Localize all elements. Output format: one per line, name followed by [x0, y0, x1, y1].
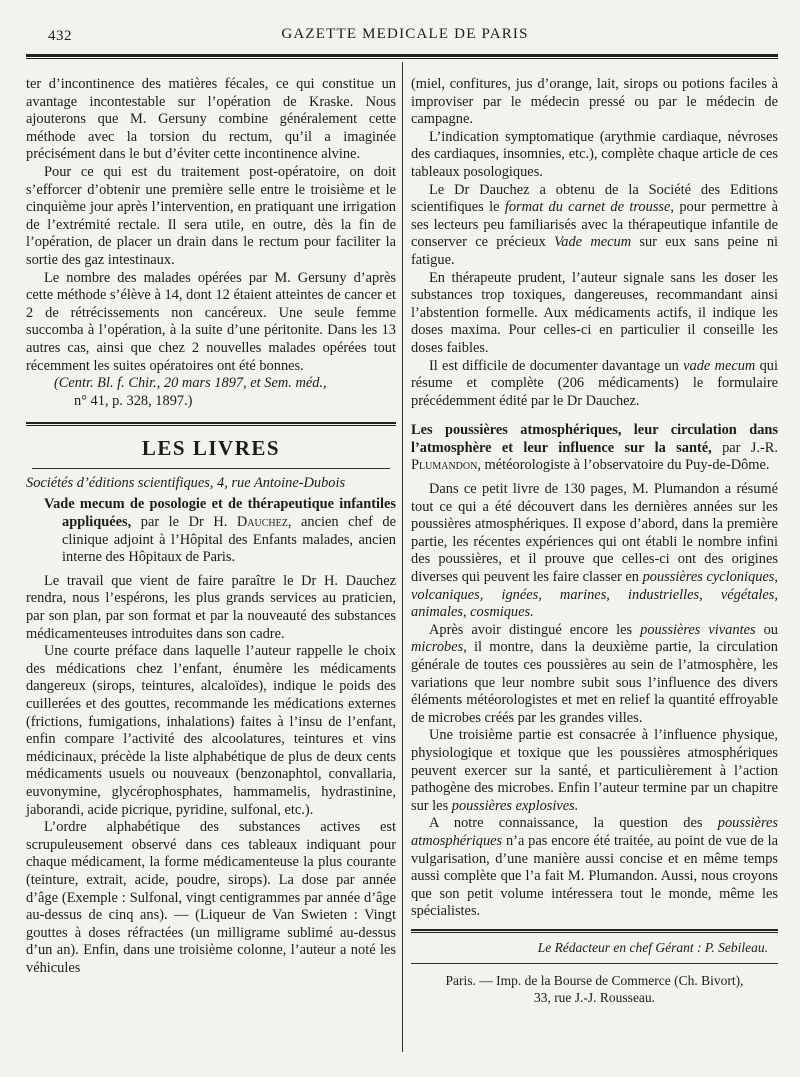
publisher-line: Sociétés d’éditions scientifiques, 4, rue Antoine-Dubois	[26, 474, 346, 491]
text-run: A notre connaissance, la question des	[429, 815, 718, 832]
paragraph	[411, 727, 778, 815]
book-author-prefix: par J.-R.	[711, 439, 778, 456]
paragraph	[411, 815, 778, 921]
text-run: Il est difficile de documenter davantage un	[429, 357, 684, 374]
citation: n° 41, p. 328, 1897.)	[74, 392, 193, 409]
book-author: Dauchez	[236, 514, 288, 531]
paragraph: ter d’incontinence des matières fécales, ce qui constitue un avantage incontestable sur l’opération de Kraske. Nous ajouterons que M. Gersuny combine généralement cette méthode avec la torsion du rectum, qu’il a imaginée précisément dans le but d’éviter cette incontinence alvine.	[26, 76, 396, 163]
header-rule	[26, 54, 778, 59]
footer-rule	[411, 929, 778, 933]
editor-signature: Le Rédacteur en chef Gérant : P. Sebileau.	[537, 939, 768, 955]
paragraph: (miel, confitures, jus d’orange, lait, sirops ou potions faciles à improviser par le médecin pressé ou par le médecin de campagne.	[411, 76, 778, 128]
text-run: qui résume et complète (206 médicaments) le formulaire précédemment édité par le Dr Dauchez.	[411, 357, 778, 409]
page-header	[40, 22, 770, 48]
paragraph	[411, 358, 778, 411]
paragraph: Le travail que vient de faire paraître le Dr H. Dauchez rendra, nous l’espérons, les plus grands services au praticien, par son plan, par son format et par la nouveauté des substances médicamenteuses introduites dans son cadre.	[26, 572, 396, 642]
right-column	[411, 76, 778, 1006]
book-entry	[44, 496, 396, 566]
imprint-line: Paris. — Imp. de la Bourse de Commerce (Ch. Bivort),	[445, 972, 744, 988]
book-title: Les poussières atmosphériques, leur circulation dans l’atmosphère et leur influence sur la santé,	[411, 422, 778, 456]
emphasis: format du carnet de trousse	[504, 199, 671, 216]
paragraph	[411, 622, 778, 728]
paragraph: En thérapeute prudent, l’auteur signale sans les doser les substances trop toxiques, dangereuses, recommandant ainsi l’abstention formelle. Aux médicaments actifs, il indique les doses maxima. Pour celles-ci en particulier il conseille les doses faibles.	[411, 269, 778, 356]
page-number: 432	[48, 28, 72, 44]
emphasis: microbes	[411, 639, 464, 656]
paragraph: L’ordre alphabétique des substances actives est scrupuleusement observé dans ces tableaux indiquant pour chaque médicament, la forme médicamenteuse la plus courante (teinture, extrait, acide, poudre, sirops). La dose par année d’âge (Exemple : Sulfonal, vingt centigrammes par année d’âge au-dessus de cinq ans). — (Liqueur de Van Swieten : Vingt gouttes à doses réfractées (un milligrame sublimé au-dessus d’un an). Enfin, dans une troisième colonne, l’auteur a noté les véhicules	[26, 819, 396, 976]
book-author-info: , météorologiste à l’observatoire du Puy-de-Dôme.	[477, 457, 770, 474]
paragraph: Une courte préface dans laquelle l’auteur rappelle le choix des médications chez l’enfant, énumère les médicaments dangereux (sirops, teintures, alcaloïdes), indique le poids des cuillerées et des gouttes, recommande les médications externes (frictions, fumigations, inhalations) faites à l’insu de l’enfant, enfin compare l’activité des alcoolatures, teintures et vins médicinaux, précède la liste alphabétique de plus de deux cents médicaments usuels ou nouveaux (benzonaphtol, convallaria, euvonymine, glycérophosphates, hammamelis, hydrastinine, jaborandi, acide picrique, pyridine, sulfonal, etc.).	[26, 643, 396, 818]
text-run: Dans ce petit livre de 130 pages, M. Plumandon a résumé tout ce qui a été découvert dans les dernières années sur les poussières atmosphériques. Il expose d’abord, dans la première partie, les récentes expériences qui ont établi le nombre infini des poussières, et il prouve que celles-ci ont des origines diverses qui peuvent les faire classer en	[411, 481, 778, 586]
text-run: , il montre, dans la deuxième partie, la circulation générale de toutes ces poussières au sein de l’atmosphère, les variations que leur nombre subit sous l’influence des divers éléments météorologistes et met en relief la quantité effroyable de microbes créés par les grandes villes.	[411, 639, 778, 726]
emphasis: poussières cycloniques, volcaniques, ignées, marines, industrielles, végétales, animales, cosmiques.	[411, 569, 778, 621]
paragraph	[411, 182, 778, 270]
emphasis: poussières explosives.	[451, 797, 579, 814]
imprint-line: 33, rue J.-J. Rousseau.	[533, 989, 656, 1005]
journal-title: GAZETTE MEDICALE DE PARIS	[281, 26, 529, 42]
column-divider	[402, 62, 403, 1052]
text-run: n’a pas encore été traitée, au point de vue de la vulgarisation, d’une manière aussi concise et en même temps aussi complète que l’a fait M. Plumandon. Aussi, nous croyons que son petit volume intéressera tout le monde, même les spécialistes.	[411, 832, 778, 920]
section-rule	[32, 468, 390, 469]
paragraph: Pour ce qui est du traitement post-opératoire, on doit s’efforcer d’obtenir une première selle entre le troisième et le cinquième jour après l’intervention, en pratiquant une irrigation de l’extrémité rectale. Il sera utile, en outre, dès la fin de l’opération, de placer un drain dans le rectum pour faciliter la sortie des gaz intestinaux.	[26, 163, 396, 268]
emphasis: vade mecum	[683, 357, 756, 374]
text-run: , pour permettre à ses lecteurs peu familiarisés avec la thérapeutique infantile de conserver ce précieux	[411, 199, 778, 251]
footer-rule	[411, 963, 778, 964]
text-run: Une troisième partie est consacrée à l’influence physique, physiologique et toxique que les poussières atmosphériques peuvent exercer sur la santé, et particulièrement à l’action pathogène des microbes. Enfin l’auteur termine par un chapitre sur les	[411, 727, 778, 814]
section-rule	[26, 422, 396, 426]
text-run: Après avoir distingué encore les	[429, 621, 641, 638]
text-run: sur eux sans peine ni fatigue.	[411, 234, 779, 268]
book-author: Plumandon	[411, 457, 478, 474]
book-entry	[411, 422, 778, 475]
emphasis: Vade mecum	[554, 234, 632, 251]
book-author-prefix: par le Dr H.	[140, 514, 237, 531]
section-heading: LES LIVRES	[141, 436, 281, 461]
paragraph: L’indication symptomatique (arythmie cardiaque, névroses des cardiaques, insomnies, etc.), complète chaque article de ces tableaux posologiques.	[411, 128, 778, 180]
emphasis: poussières vivantes	[640, 621, 756, 638]
paragraph	[411, 481, 778, 622]
citation: (Centr. Bl. f. Chir., 20 mars 1897, et Sem. méd.,	[54, 375, 327, 392]
emphasis: poussières atmosphériques	[411, 815, 778, 849]
book-title: Vade mecum de posologie et de thérapeutique infantiles appliquées,	[44, 496, 396, 531]
left-column	[26, 76, 396, 978]
book-author-info: , ancien chef de clinique adjoint à l’Hôpital des Enfants malades, ancien interne des Hôpitaux de Paris.	[62, 514, 396, 566]
text-run: Le Dr Dauchez a obtenu de la Société des Editions scientifiques le	[411, 181, 778, 216]
paragraph: Le nombre des malades opérées par M. Gersuny d’après cette méthode s’élève à 14, dont 12 étaient atteintes de cancer et 2 de rétrécissements non cancéreux. Une seule femme succomba à l’opération, à la suite d’une péritonite. Dans les 13 autres cas, ainsi que chez 2 nouvelles malades opérées tout récemment les suites opératoires ont été bonnes.	[26, 269, 396, 374]
text-run: ou	[755, 621, 778, 638]
